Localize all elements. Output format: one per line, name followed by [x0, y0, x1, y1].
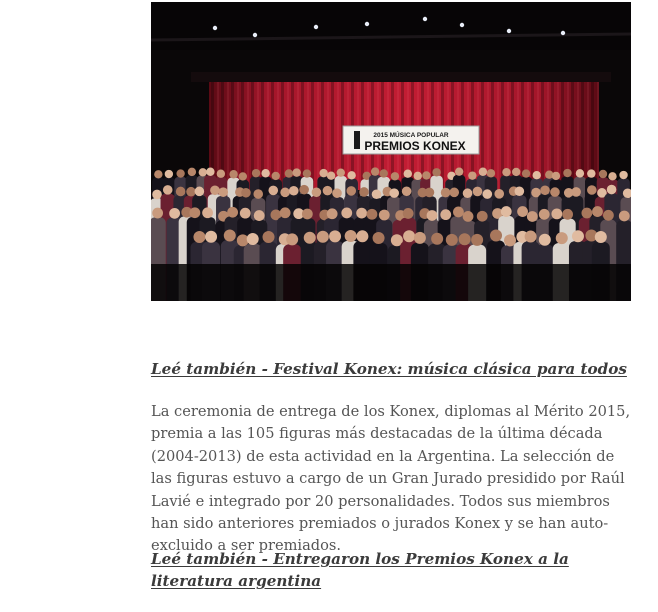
- person-head: [206, 168, 214, 176]
- person-head: [587, 169, 595, 177]
- person-head: [292, 168, 300, 176]
- person-head: [563, 169, 571, 177]
- person-head: [195, 187, 205, 197]
- person-head: [327, 171, 335, 179]
- person-head: [367, 209, 378, 220]
- person-head: [302, 209, 313, 220]
- person-head: [581, 208, 592, 219]
- person-head: [576, 169, 584, 177]
- person-head: [603, 210, 614, 221]
- stage-light: [460, 23, 464, 27]
- person-head: [227, 207, 238, 218]
- person-head: [525, 231, 537, 243]
- person-head: [414, 172, 422, 180]
- person-head: [595, 231, 607, 243]
- article-paragraph: La ceremonia de entrega de los Konex, diplomas al Mérito 2015, premia a las 105 figuras más destacadas de la última década (2004-2013) de esta actividad en la Argentina. La selección de las figuras estuvo a cargo de un Gran Jurado presidido por Raúl Lavié e integrado por 20 personalidades. Todos sus miembros han sido anteriores premiados o jurados Konex y se han auto-excluido a ser premiados.: [151, 403, 631, 555]
- person-head: [229, 170, 237, 178]
- stage-light: [365, 22, 369, 26]
- person-head: [552, 172, 560, 180]
- person-head: [239, 172, 247, 180]
- person-head: [224, 230, 236, 242]
- person-head: [152, 208, 163, 219]
- person-head: [440, 209, 451, 220]
- person-head: [252, 169, 260, 177]
- crowd: [151, 167, 631, 301]
- person-head: [522, 169, 530, 177]
- person-head: [403, 230, 415, 242]
- banner-title: PREMIOS KONEX: [364, 139, 466, 153]
- person-head: [402, 186, 412, 196]
- person-head: [304, 232, 316, 244]
- person-head: [572, 230, 584, 242]
- person-head: [289, 186, 299, 196]
- person-head: [345, 230, 357, 242]
- person-head: [592, 206, 603, 217]
- person-head: [483, 189, 493, 199]
- related-link-premios-literatura[interactable]: Leé también - Entregaron los Premios Konex a la literatura argentina: [151, 550, 569, 590]
- person-head: [527, 211, 538, 222]
- person-head: [490, 230, 502, 242]
- person-head: [479, 168, 487, 176]
- person-head: [268, 186, 278, 196]
- related-link-festival-konex[interactable]: Leé también - Festival Konex: música clásica para todos: [151, 360, 627, 378]
- person-head: [299, 185, 309, 195]
- person-head: [319, 169, 327, 177]
- person-head: [501, 206, 512, 217]
- person-head: [453, 207, 464, 218]
- person-head: [332, 188, 342, 198]
- person-head: [425, 188, 435, 198]
- person-head: [254, 210, 265, 221]
- person-head: [471, 234, 483, 246]
- foreground-shadow: [151, 264, 631, 301]
- person-head: [473, 187, 483, 197]
- stage-light: [213, 26, 217, 30]
- stage-light: [314, 25, 318, 29]
- person-head: [372, 189, 382, 199]
- person-head: [188, 168, 196, 176]
- person-head: [163, 185, 173, 195]
- person-head: [432, 168, 440, 176]
- person-head: [403, 208, 414, 219]
- person-head: [169, 208, 180, 219]
- person-head: [280, 207, 291, 218]
- person-head: [154, 170, 162, 178]
- person-head: [477, 211, 488, 222]
- person-head: [449, 188, 459, 198]
- person-head: [459, 233, 471, 245]
- person-head: [619, 171, 627, 179]
- person-head: [189, 207, 200, 218]
- person-head: [427, 210, 438, 221]
- person-head: [205, 231, 217, 243]
- person-head: [515, 186, 525, 196]
- person-head: [571, 187, 581, 197]
- person-head: [379, 210, 390, 221]
- stage-light: [253, 33, 257, 37]
- person-head: [533, 171, 541, 179]
- stage-light: [423, 17, 427, 21]
- person-head: [327, 208, 338, 219]
- ceiling: [151, 2, 631, 50]
- person-head: [199, 168, 207, 176]
- person-head: [441, 188, 451, 198]
- person-head: [303, 169, 311, 177]
- person-head: [502, 168, 510, 176]
- person-head: [562, 209, 573, 220]
- person-head: [285, 169, 293, 177]
- person-head: [346, 186, 356, 196]
- person-head: [468, 171, 476, 179]
- person-head: [312, 187, 322, 197]
- person-head: [556, 232, 568, 244]
- person-head: [152, 190, 162, 200]
- person-head: [263, 231, 275, 243]
- person-head: [253, 189, 263, 199]
- konex-banner: [343, 126, 479, 154]
- person-head: [241, 188, 251, 198]
- person-head: [539, 234, 551, 246]
- person-head: [176, 169, 184, 177]
- person-head: [540, 185, 550, 195]
- banner-year-line: 2015 MÚSICA POPULAR: [373, 132, 449, 139]
- person-head: [186, 187, 196, 197]
- person-head: [359, 187, 369, 197]
- article-photo: [151, 2, 631, 301]
- person-head: [165, 170, 173, 178]
- person-head: [431, 233, 443, 245]
- person-head: [539, 209, 550, 220]
- person-head: [463, 211, 474, 222]
- person-head: [391, 172, 399, 180]
- stage-light: [507, 29, 511, 33]
- person-head: [512, 168, 520, 176]
- person-head: [414, 232, 426, 244]
- person-head: [608, 172, 616, 180]
- person-head: [193, 231, 205, 243]
- person-head: [455, 167, 463, 175]
- person-head: [446, 234, 458, 246]
- person-head: [317, 231, 329, 243]
- person-head: [323, 186, 333, 196]
- person-head: [329, 230, 341, 242]
- person-head: [587, 185, 597, 195]
- person-head: [337, 168, 345, 176]
- person-head: [247, 233, 259, 245]
- person-head: [217, 170, 225, 178]
- person-head: [210, 185, 220, 195]
- person-head: [341, 208, 352, 219]
- person-head: [619, 211, 630, 222]
- stage-light: [561, 31, 565, 35]
- person-head: [286, 233, 298, 245]
- person-head: [356, 230, 368, 242]
- person-head: [356, 208, 367, 219]
- person-head: [550, 187, 560, 197]
- person-head: [551, 208, 562, 219]
- curtain-valance: [191, 72, 611, 82]
- person-head: [261, 169, 269, 177]
- person-head: [380, 169, 388, 177]
- person-head: [599, 170, 607, 178]
- konex-logo-icon: [354, 131, 360, 149]
- person-head: [463, 188, 473, 198]
- person-head: [176, 187, 186, 197]
- person-head: [371, 167, 379, 175]
- person-head: [517, 206, 528, 217]
- person-head: [404, 170, 412, 178]
- person-head: [240, 208, 251, 219]
- person-head: [389, 188, 399, 198]
- konex-ceremony-image: [151, 2, 631, 301]
- person-head: [494, 189, 504, 199]
- person-head: [272, 172, 280, 180]
- person-head: [422, 171, 430, 179]
- person-head: [202, 207, 213, 218]
- person-head: [487, 169, 495, 177]
- person-head: [347, 171, 355, 179]
- person-head: [504, 234, 516, 246]
- person-head: [218, 187, 228, 197]
- person-head: [607, 185, 617, 195]
- person-head: [373, 232, 385, 244]
